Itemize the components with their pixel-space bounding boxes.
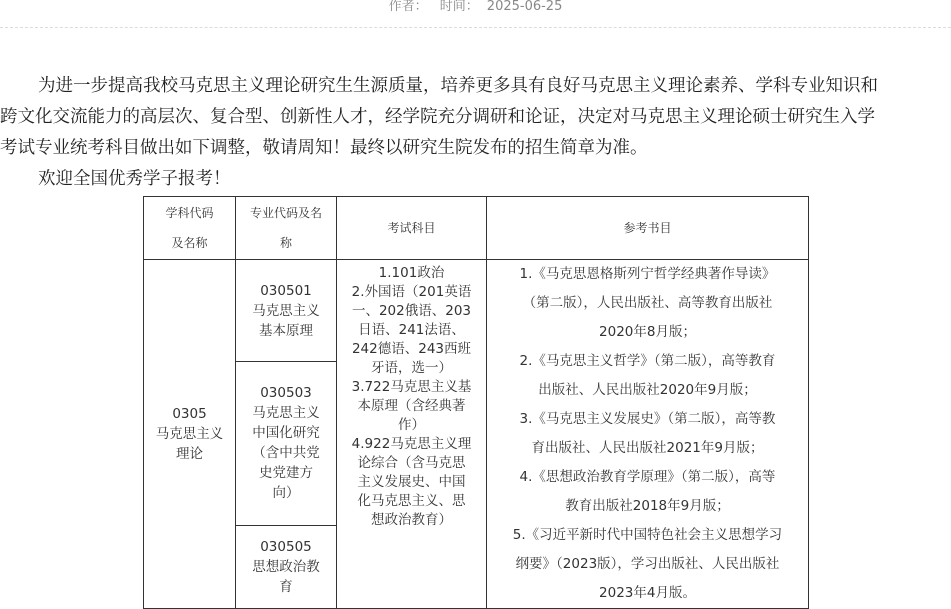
major-code: 030505 xyxy=(260,538,312,555)
book-line: 1.《马克思恩格斯列宁哲学经典著作导读》 xyxy=(519,266,776,282)
major-name-line: 马克思主义 xyxy=(252,405,320,422)
exam-subjects-cell xyxy=(337,260,487,609)
major-cell-030505 xyxy=(236,525,337,608)
subject-line: 想政治教育） xyxy=(371,512,452,528)
book-line: 纲要》（2023版），学习出版社、人民出版社 xyxy=(515,556,780,572)
discipline-cell xyxy=(144,260,236,609)
book-line: 5.《习近平新时代中国特色社会主义思想学习 xyxy=(512,527,783,543)
subject-line: 2.外国语（201英语 xyxy=(351,284,472,300)
book-line: 教育出版社2018年9月版； xyxy=(565,498,730,514)
subject-line: 主义发展史、中国 xyxy=(357,474,466,490)
admission-table xyxy=(143,196,809,609)
subject-line: 1.101政治 xyxy=(378,265,445,281)
major-name-line: 育 xyxy=(279,578,293,595)
subject-line: 论综合（含马克思 xyxy=(357,455,466,471)
header-books: 参考书目 xyxy=(487,197,809,260)
subject-line: 242德语、243西班 xyxy=(351,341,472,357)
major-name-line: 基本原理 xyxy=(259,322,313,339)
major-name-line: （含中共党 xyxy=(252,445,320,462)
subject-line: 日语、241法语、 xyxy=(358,322,465,338)
subject-line: 本原理（含经典著 xyxy=(357,398,466,414)
book-line: 育出版社、人民出版社2021年9月版； xyxy=(531,440,764,456)
subject-line: 一、202俄语、203 xyxy=(351,303,472,319)
book-line: 4.《思想政治教育学原理》（第二版），高等 xyxy=(519,469,776,485)
intro-line-4: 欢迎全国优秀学子报考！ xyxy=(38,169,231,189)
major-cell-030503 xyxy=(236,362,337,526)
book-line: 2.《马克思主义哲学》（第二版），高等教育 xyxy=(519,353,776,369)
major-code: 030501 xyxy=(260,282,312,299)
major-name-line: 马克思主义 xyxy=(252,302,320,319)
header-discipline-line: 及名称 xyxy=(171,236,208,250)
book-line: 3.《马克思主义发展史》（第二版），高等教 xyxy=(519,411,776,427)
header-major-line: 专业代码及名 xyxy=(249,206,322,220)
intro-line-1: 为进一步提高我校马克思主义理论研究生生源质量，培养更多具有良好马克思主义理论素养、学科专业知识和 xyxy=(38,76,878,96)
major-name-line: 思想政治教 xyxy=(252,558,320,575)
intro-line-2: 跨文化交流能力的高层次、复合型、创新性人才，经学院充分调研和论证，决定对马克思主义理论硕士研究生入学 xyxy=(0,107,875,127)
publish-date: 2025-06-25 xyxy=(486,0,563,14)
table-row xyxy=(144,260,809,362)
subject-line: 4.922马克思主义理 xyxy=(351,436,472,452)
time-label: 时间： xyxy=(439,0,479,14)
subject-line: 作） xyxy=(398,417,425,433)
header-major xyxy=(236,197,337,260)
subject-line: 化马克思主义、思 xyxy=(357,493,466,509)
table-header-row xyxy=(144,197,809,260)
reference-books-cell xyxy=(487,260,809,609)
discipline-name-line: 马克思主义 xyxy=(155,426,224,442)
intro-line-3: 考试专业统考科目做出如下调整，敬请周知！最终以研究生院发布的招生简章为准。 xyxy=(0,138,648,158)
header-subjects: 考试科目 xyxy=(337,197,487,260)
book-line: 出版社、人民出版社2020年9月版； xyxy=(538,382,757,398)
major-name-line: 史党建方 xyxy=(259,465,313,482)
major-name-line: 中国化研究 xyxy=(252,425,320,442)
major-code: 030503 xyxy=(260,385,312,402)
book-line: （第二版），人民出版社、高等教育出版社 xyxy=(522,295,773,311)
major-name-line: 向） xyxy=(272,485,300,502)
subject-line: 牙语，选一） xyxy=(371,360,452,376)
header-major-line: 称 xyxy=(279,236,292,250)
book-line: 2020年8月版； xyxy=(599,324,696,340)
discipline-name-line: 理论 xyxy=(176,446,203,462)
author-label: 作者： xyxy=(388,0,428,14)
article-meta xyxy=(0,0,951,15)
book-line: 2023年4月版。 xyxy=(599,585,696,601)
subject-line: 3.722马克思主义基 xyxy=(351,379,472,395)
major-cell-030501 xyxy=(236,260,337,362)
meta-divider xyxy=(0,27,951,28)
header-discipline xyxy=(144,197,236,260)
header-discipline-line: 学科代码 xyxy=(165,206,214,220)
discipline-code: 0305 xyxy=(172,406,207,422)
